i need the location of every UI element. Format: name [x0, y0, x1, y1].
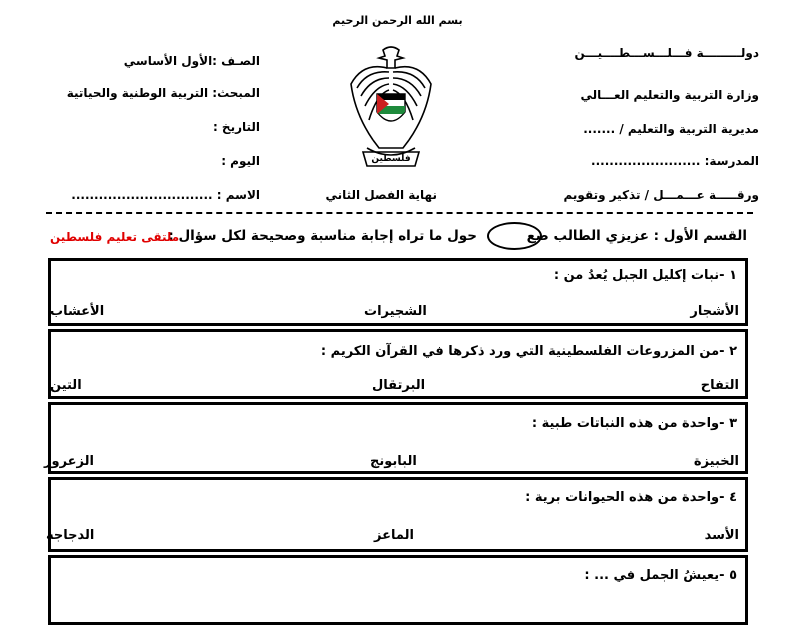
basmala: بسم الله الرحمن الرحيم	[332, 14, 463, 27]
option-a[interactable]: الأسد	[704, 528, 739, 543]
header-name: الاسم : ...............................	[71, 188, 260, 202]
option-a[interactable]: التفاح	[700, 378, 739, 393]
header-state: دولـــــــــة فـــلـــســـطــــيـــن	[574, 46, 759, 60]
option-c[interactable]: الدجاجة	[46, 528, 95, 543]
section-instruction: حول ما تراه إجابة مناسبة وصحيحة لكل سؤال :	[168, 228, 477, 244]
option-a[interactable]: الأشجار	[690, 304, 739, 319]
section-title: القسم الأول : عزيزي الطالب ضع	[526, 228, 747, 244]
header-divider	[46, 212, 753, 214]
question-text: ٤ -واحدة من هذه الحيوانات برية :	[525, 490, 737, 505]
question-box	[48, 555, 748, 625]
question-text: ١ -نبات إكليل الجبل يُعدُ من :	[553, 268, 737, 283]
header-worksheet-type: ورقـــــة عـــمـــل / تذكير وتقويم	[563, 188, 759, 202]
answer-oval-shape	[487, 222, 542, 250]
palestine-eagle-emblem-icon	[343, 44, 439, 170]
option-c[interactable]: الأعشاب	[50, 304, 105, 319]
option-b[interactable]: البابونج	[370, 454, 417, 469]
question-text: ٥ -يعيشُ الجمل في ... :	[584, 568, 737, 583]
option-b[interactable]: البرتقال	[372, 378, 426, 393]
header-subject: المبحث: التربية الوطنية والحياتية	[66, 86, 260, 100]
header-day: اليوم :	[221, 154, 260, 168]
header-date: التاريخ :	[212, 120, 260, 134]
header-school: المدرسة: ........................	[591, 154, 759, 168]
exam-title: نهاية الفصل الثاني	[325, 188, 437, 202]
question-text: ٣ -واحدة من هذه النباتات طبية :	[531, 416, 737, 431]
option-b[interactable]: الشجيرات	[364, 304, 427, 319]
header-directorate: مديرية التربية والتعليم / .......	[583, 122, 759, 136]
forum-watermark: ملتقى تعليم فلسطين	[50, 230, 180, 244]
header-class: الصـف :الأول الأساسي	[123, 54, 260, 68]
option-b[interactable]: الماعز	[374, 528, 414, 543]
emblem-label: فلسطين	[371, 154, 411, 164]
option-c[interactable]: الزعرور	[44, 454, 94, 469]
option-a[interactable]: الخبيزة	[693, 454, 739, 469]
question-text: ٢ -من المزروعات الفلسطينية التي ورد ذكرها في القرآن الكريم :	[320, 344, 737, 359]
option-c[interactable]: التين	[50, 378, 82, 393]
header-ministry: وزارة التربية والتعليم العـــالي	[580, 88, 759, 102]
